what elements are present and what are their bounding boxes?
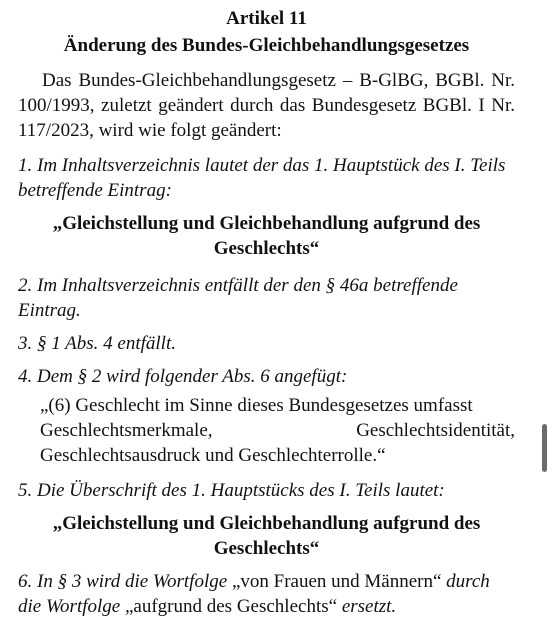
item-5: 5. Die Überschrift des 1. Hauptstücks des I. Teils lautet: [18,480,445,501]
item-6-text-a: 6. In § 3 wird die Wortfolge [18,571,232,592]
item-6 [18,569,515,619]
item-4-quote-word-identitaet: Geschlechtsidentität, [356,420,515,441]
item-5-quote: „Gleichstellung und Gleichbehandlung aufgrund des Geschlechts“ [52,513,481,559]
item-3: 3. § 1 Abs. 4 entfällt. [18,333,176,354]
scrollbar-thumb[interactable] [542,424,547,472]
item-6-text-c: ersetzt. [337,596,397,617]
item-4: 4. Dem § 2 wird folgender Abs. 6 angefügt: [18,366,348,387]
item-2: 2. Im Inhaltsverzeichnis entfällt der den § 46a betreffende Eintrag. [18,275,458,321]
item-4-quote-line-3: Geschlechtsausdruck und Geschlechterrolle.“ [40,445,386,466]
document-page [18,6,515,627]
item-4-quote [18,393,515,468]
item-1-quote: „Gleichstellung und Gleichbehandlung aufgrund des Geschlechts“ [52,213,481,259]
item-4-quote-word-merkmale: Geschlechtsmerkmale, [40,420,213,441]
item-1: 1. Im Inhaltsverzeichnis lautet der das 1. Hauptstück des I. Teils betreffende Eintrag: [18,155,506,201]
item-6-phrase-a: „von Frauen und Männern“ [231,571,442,592]
intro-paragraph: Das Bundes-Gleichbehandlungsgesetz – B-GlBG, BGBl. Nr. 100/1993, zuletzt geändert durch das Bundesgesetz BGBl. I Nr. 117/2023, wird wie folgt geändert: [18,70,515,141]
article-title: Artikel 11 [226,8,307,29]
item-6-text-b: durch die Wortfolge [18,571,490,617]
article-subtitle: Änderung des Bundes-Gleichbehandlungsgesetzes [63,35,470,56]
item-4-quote-line-2 [18,418,515,443]
item-6-phrase-b: „aufgrund des Geschlechts“ [124,596,338,617]
item-4-quote-line-1: „(6) Geschlecht im Sinne dieses Bundesgesetzes umfasst [40,395,473,416]
